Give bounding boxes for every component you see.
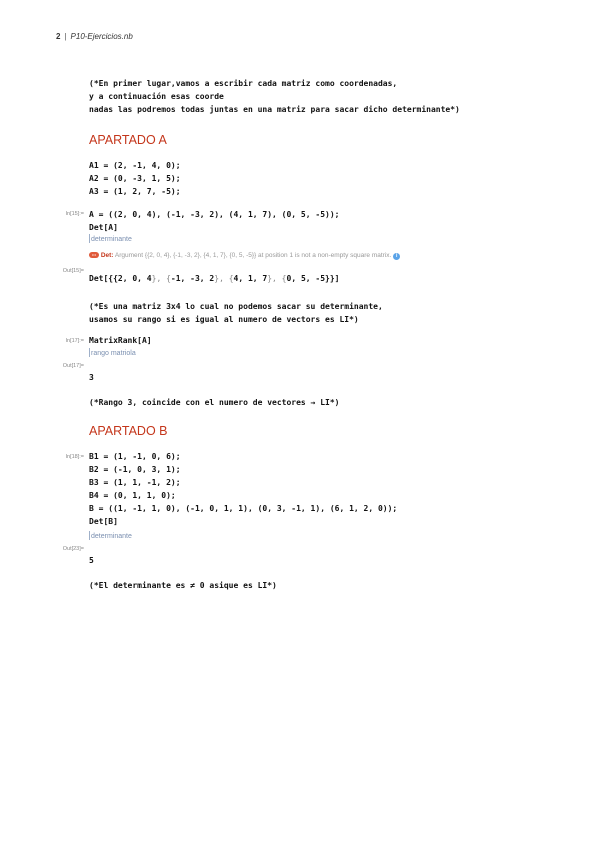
output-row: 0, 5, -5	[286, 274, 326, 283]
code-line: Det[A]	[89, 223, 118, 232]
output-label-23: Out[23]=	[62, 546, 84, 552]
output-separator: }, {	[214, 274, 234, 283]
output-label-17: Out[17]=	[62, 363, 84, 369]
message-text: Argument {{2, 0, 4}, {-1, -3, 2}, {4, 1, 7}, {0, 5, -5}} at position 1 is not a non-empty square matrix.	[114, 252, 392, 259]
output-row: -1, -3, 2	[170, 274, 215, 283]
comment-line: y a continuación esas coorde	[89, 92, 224, 101]
info-icon[interactable]: i	[393, 253, 400, 260]
code-line: B4 = (0, 1, 1, 0);	[89, 491, 176, 500]
code-line: B2 = (-1, 0, 3, 1);	[89, 465, 181, 474]
output-cell-23: 5	[89, 556, 94, 565]
input-cell-a-vectors[interactable]	[89, 159, 181, 198]
code-line: B = ((1, -1, 1, 0), (-1, 0, 1, 1), (0, 3, -1, 1), (6, 1, 2, 0));	[89, 504, 398, 513]
code-line: A3 = (1, 2, 7, -5);	[89, 187, 181, 196]
input-cell-15[interactable]	[89, 208, 339, 234]
comment-line: nadas las podremos todas juntas en una matriz para sacar dicho determinante*)	[89, 105, 460, 114]
section-heading-b: APARTADO B	[89, 424, 168, 438]
code-line: B1 = (1, -1, 0, 6);	[89, 452, 181, 461]
output-row: 4, 1, 7	[233, 274, 268, 283]
code-line: Det[B]	[89, 517, 118, 526]
code-line: A = ((2, 0, 4), (-1, -3, 2), (4, 1, 7), (0, 5, -5));	[89, 210, 340, 219]
comment-intro	[89, 77, 460, 116]
output-label-15: Out[15]=	[62, 268, 84, 274]
code-line: B3 = (1, 1, -1, 2);	[89, 478, 181, 487]
output-separator: }, {	[151, 274, 171, 283]
message-menu-icon[interactable]: •••	[89, 252, 99, 258]
input-label-18: In[18]:=	[65, 454, 84, 460]
comment-final: (*El determinante es ≠ 0 asique es LI*)	[89, 581, 277, 590]
error-message	[89, 252, 400, 260]
comment-line: usamos su rango si es igual al numero de vectors es LI*)	[89, 315, 359, 324]
output-cell-15	[89, 274, 339, 283]
comment-rank-result: (*Rango 3, coincide con el numero de vectores → LI*)	[89, 398, 340, 407]
code-line: A1 = (2, -1, 4, 0);	[89, 161, 181, 170]
output-separator: }, {	[267, 274, 287, 283]
comment-line: (*En primer lugar,vamos a escribir cada matriz como coordenadas,	[89, 79, 398, 88]
output-row: 2, 0, 4	[117, 274, 152, 283]
input-label-15: In[15]:=	[65, 211, 84, 217]
comment-line: (*Es una matriz 3x4 lo cual no podemos sacar su determinante,	[89, 302, 383, 311]
page-header	[56, 32, 133, 41]
code-assist-hint-rango[interactable]: rango matriola	[91, 350, 136, 357]
header-separator: |	[64, 32, 67, 41]
page-number: 2	[56, 32, 61, 41]
output-part: }}]	[325, 274, 340, 283]
notebook-filename: P10-Ejercicios.nb	[70, 32, 133, 41]
section-heading-a: APARTADO A	[89, 133, 167, 147]
output-cell-17: 3	[89, 373, 94, 382]
code-assist-hint-determinante[interactable]: determinante	[91, 236, 132, 243]
code-assist-hint-determinante-b[interactable]: determinante	[91, 533, 132, 540]
output-part: Det[{{	[89, 274, 118, 283]
input-cell-17[interactable]: MatrixRank[A]	[89, 336, 152, 345]
input-label-17: In[17]:=	[65, 338, 84, 344]
message-symbol: Det:	[100, 252, 114, 259]
comment-rank	[89, 300, 383, 326]
code-line: A2 = (0, -3, 1, 5);	[89, 174, 181, 183]
input-cell-18[interactable]	[89, 450, 397, 528]
